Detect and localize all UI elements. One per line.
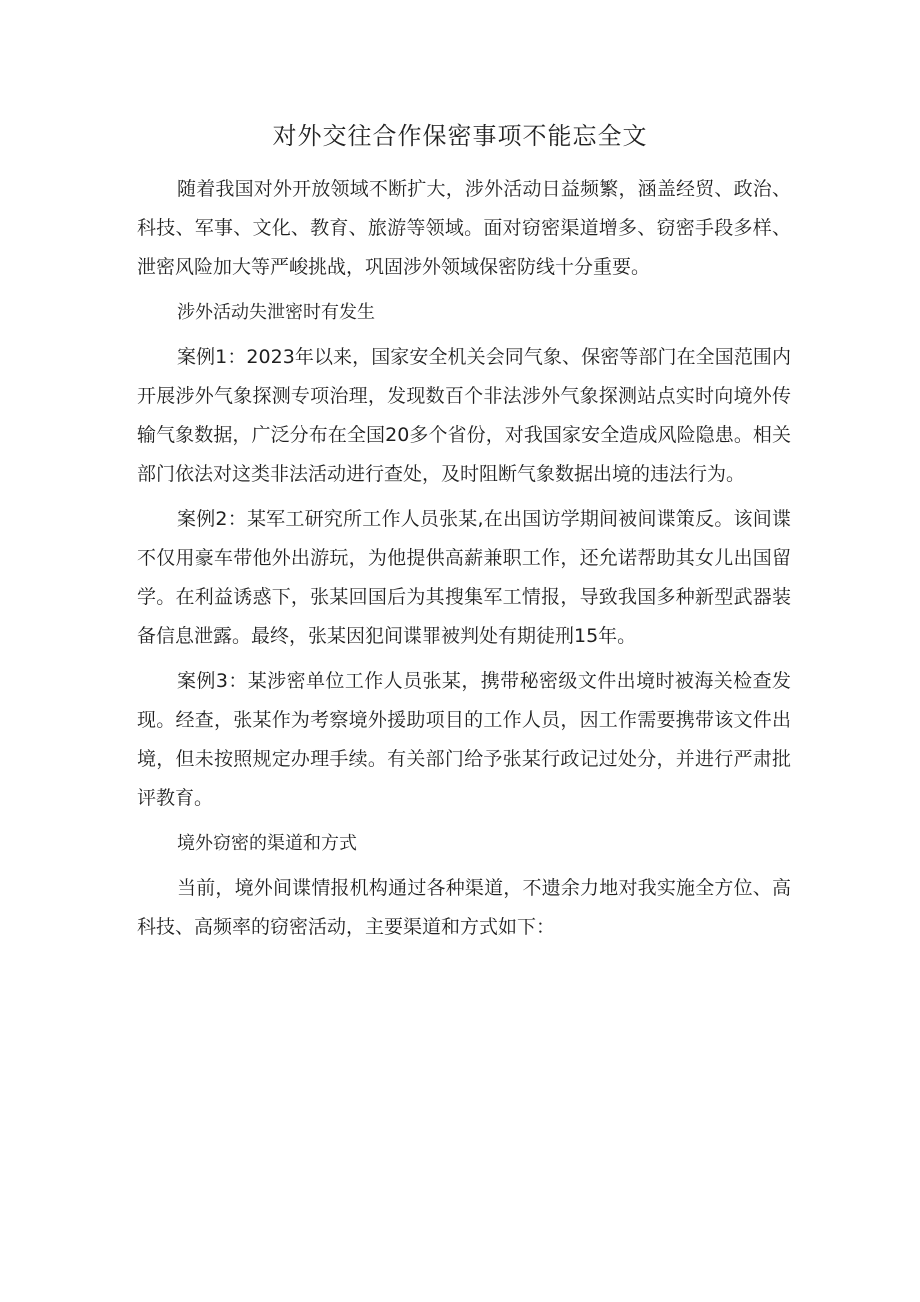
intro-paragraph: 随着我国对外开放领域不断扩大，涉外活动日益频繁，涵盖经贸、政治、科技、军事、文化、教育、旅游等领域。面对窃密渠道增多、窃密手段多样、泄密风险加大等严峻挑战，巩固涉外领域保密防线十分重要。 bbox=[137, 178, 791, 278]
section-heading-channels: 境外窃密的渠道和方式 bbox=[177, 833, 357, 854]
case-1-paragraph: 案例1：2023年以来，国家安全机关会同气象、保密等部门在全国范围内开展涉外气象探测专项治理，发现数百个非法涉外气象探测站点实时向境外传输气象数据，广泛分布在全国20多个省份，对我国家安全造成风险隐患。相关部门依法对这类非法活动进行查处，及时阻断气象数据出境的违法行为。 bbox=[137, 346, 791, 485]
document-title: 对外交往合作保密事项不能忘全文 bbox=[272, 122, 648, 150]
case-2-paragraph: 案例2：某军工研究所工作人员张某,在出国访学期间被间谍策反。该间谍不仅用豪车带他外出游玩，为他提供高薪兼职工作，还允诺帮助其女儿出国留学。在利益诱惑下，张某回国后为其搜集军工情报，导致我国多种新型武器装备信息泄露。最终，张某因犯间谍罪被判处有期徒刑15年。 bbox=[137, 508, 791, 647]
document-body bbox=[137, 170, 791, 953]
section-heading-leaks: 涉外活动失泄密时有发生 bbox=[177, 302, 375, 323]
channels-paragraph: 当前，境外间谍情报机构通过各种渠道，不遗余力地对我实施全方位、高科技、高频率的窃密活动，主要渠道和方式如下： bbox=[137, 877, 791, 938]
case-3-paragraph: 案例3：某涉密单位工作人员张某，携带秘密级文件出境时被海关检查发现。经查，张某作为考察境外援助项目的工作人员，因工作需要携带该文件出境，但未按照规定办理手续。有关部门给予张某行政记过处分，并进行严肃批评教育。 bbox=[137, 670, 791, 809]
